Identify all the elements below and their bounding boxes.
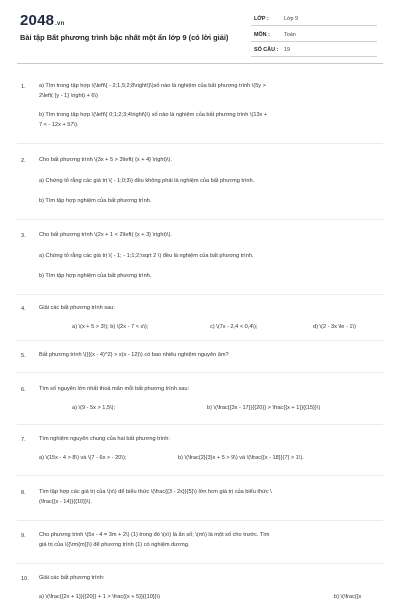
meta-grade [251,13,377,26]
question-text: giá trị của \({\rm{m}}\) để phương trình (1) có nghiệm dương. [39,542,190,548]
question-text: Tìm số nguyên lớn nhất thoả mãn mỗi bất phương trình sau: [39,386,190,392]
question-text: b) Tìm trong tập hợp \(\left\{ 0;1;2;3;4\right\}\) số nào là nghiệm của bất phương trình \(13x + [39,112,268,118]
question-text: Cho phương trình \(5x - 4 = 3m + 2\) (1) trong đó \(x\) là ẩn số; \(m\) là một số cho trước. Tìm [39,532,270,538]
question-divider [17,475,383,476]
question-number: 7. [21,437,26,443]
meta-question-count-value: 19 [284,47,290,53]
question-number: 6. [21,387,26,393]
answer-option: b) \(\frac{{x [334,594,362,600]
question-divider [17,219,383,220]
answer-option: b) \(\frac{{3x - 17}}{{20}} > \frac{{x + 1}}{{15}}\) [207,405,321,411]
answer-option: b) \(\frac{2}{3}x + 5 > 9\) và \(\frac{{x - 18}}{7} > 1\). [178,455,304,461]
question-text: a) Chứng tỏ rằng các giá trị \( - 1; - 1;1;2;\sqrt 2 \) đều là nghiệm của bất phương trình. [39,253,254,259]
question-text: Bất phương trình \({{(x - 4)^2} > x(x - 12)\) có bao nhiêu nghiệm nguyên âm? [39,352,229,358]
question-number: 5. [21,353,26,359]
question-text: Giải các bất phương trình sau: [39,305,115,311]
question-divider [17,294,383,295]
question-text: b) Tìm tập hợp nghiệm của bất phương trình. [39,273,152,279]
meta-subject-value: Toán [284,32,296,38]
meta-subject [251,29,377,42]
question-divider [17,563,383,564]
answer-option: c) \(7x - 2,4 < 0,4\); [210,324,258,330]
answer-option: a) \(x + 5 > 3\); b) \(2x - 7 < x\); [72,324,149,330]
meta-subject-label: MÔN : [254,32,270,38]
question-number: 4. [21,306,26,312]
header-divider [17,63,383,64]
question-number: 10. [21,576,29,582]
answer-option: a) \(9 - 5x > 1,5\); [72,405,116,411]
site-logo[interactable] [20,12,64,29]
question-number: 8. [21,490,26,496]
question-divider [17,372,383,373]
question-text: a) Chứng tỏ rằng các giá trị \( - 1;0;3\) đều không phải là nghiệm của bất phương trình. [39,178,255,184]
question-number: 2. [21,158,26,164]
question-text: a) Tìm trong tập hợp \(\left\{ - 2;1,5;2;8\right\}\)số nào là nghiệm của bất phương trình \(5y > [39,83,266,89]
answer-option: a) \(15x - 4 > 8\) và \(7 - 6x > - 20\); [39,455,127,461]
meta-grade-label: LỚP : [254,16,269,22]
meta-question-count [251,44,377,57]
question-text: Tìm nghiệm nguyên chung của hai bất phương trình: [39,436,170,442]
page-header [0,0,400,62]
question-text: 7 < - 12x + 57\). [39,122,79,128]
question-divider [17,424,383,425]
question-number: 9. [21,533,26,539]
question-text: 2\left( {y - 1} \right) + 6\) [39,93,98,99]
question-number: 1. [21,84,26,90]
answer-option: a) \(\frac{{2x + 1}}{{20}} + 1 > \frac{{x + 5}}{{10}}\) [39,594,160,600]
question-text: (\frac{{x - 14}}{{10}}\). [39,499,92,505]
question-divider [17,143,383,144]
question-divider [17,520,383,521]
document-title: Bài tập Bất phương trình bậc nhất một ẩn lớp 9 (có lời giải) [20,33,229,42]
logo-suffix: .vn [55,21,65,27]
question-text: Tìm tập hợp các giá trị của \(x\) để biểu thức \(\frac{{3 - 2x}}{5}\) lớn hơn giá trị của biểu thức \ [39,489,272,495]
question-text: Giải các bất phương trình: [39,575,105,581]
question-text: b) Tìm tập hợp nghiệm của bất phương trình. [39,198,152,204]
logo-text: 2048 [20,12,55,29]
question-number: 3. [21,233,26,239]
meta-grade-value: Lớp 9 [284,16,299,22]
question-divider [17,340,383,341]
question-text: Cho bất phương trình \(3x + 5 > 3\left( {x + 4} \right)\). [39,157,172,163]
meta-question-count-label: SỐ CÂU : [254,47,279,53]
question-text: Cho bất phương trình \(2x + 1 < 2\left( {x + 3} \right)\). [39,232,172,238]
answer-option: d) \(2 - 3x \le - 1\) [313,324,356,330]
